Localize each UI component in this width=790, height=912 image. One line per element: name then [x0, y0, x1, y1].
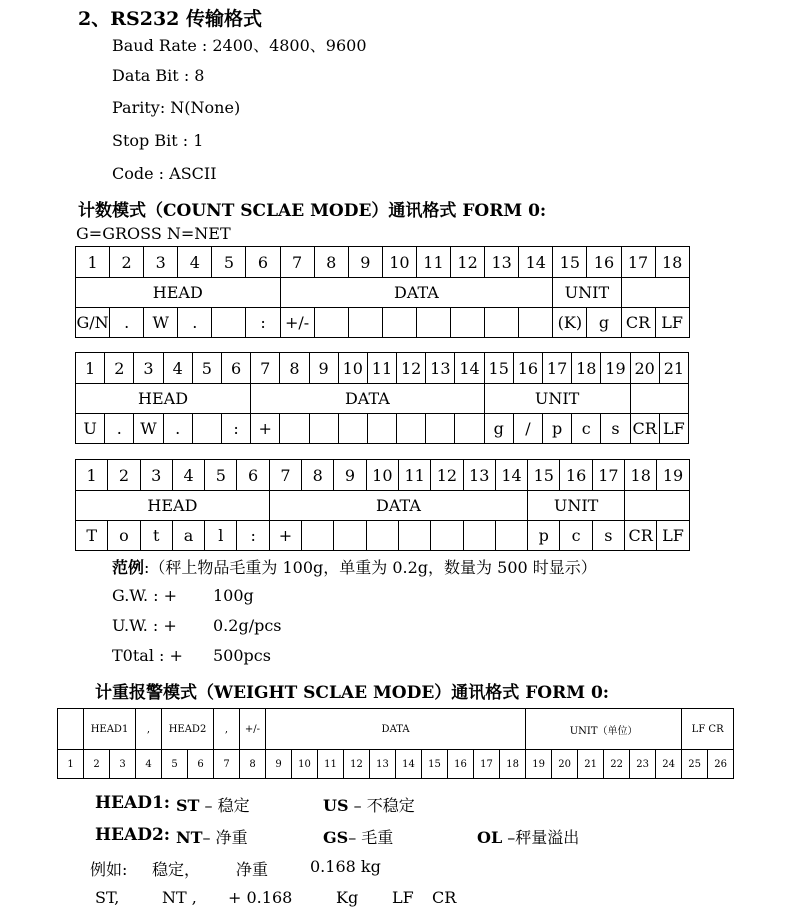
byte-index-cell: 13 [370, 750, 396, 779]
byte-char-cell: : [237, 521, 269, 551]
byte-index-cell: 3 [140, 460, 172, 491]
byte-index-cell: 26 [708, 750, 734, 779]
byte-char-cell: . [178, 308, 212, 338]
byte-char-cell [212, 308, 246, 338]
byte-char-cell: CR [625, 521, 657, 551]
empty-group [621, 278, 689, 308]
byte-index-cell: 12 [451, 247, 485, 278]
byte-index-cell: 4 [172, 460, 204, 491]
byte-char-cell: g [587, 308, 621, 338]
byte-index-cell: 3 [144, 247, 178, 278]
eg-number: + 0.168 [228, 888, 293, 907]
count-format-table-2 [75, 352, 689, 444]
byte-index-cell: 16 [587, 247, 621, 278]
byte-char-cell [367, 414, 396, 444]
byte-char-cell: T [76, 521, 108, 551]
eg-net: 净重 [236, 860, 269, 879]
weight-format-table [57, 708, 734, 779]
byte-char-cell: W [134, 414, 163, 444]
byte-index-cell: 11 [416, 247, 450, 278]
byte-char-cell [398, 521, 430, 551]
us-code: US [323, 796, 349, 815]
byte-char-cell [463, 521, 495, 551]
byte-index-cell: 1 [76, 247, 110, 278]
byte-index-cell: 5 [162, 750, 188, 779]
head2-ol [477, 825, 579, 848]
st-text: – 稳定 [199, 796, 250, 815]
byte-char-cell: + [269, 521, 301, 551]
byte-char-cell [192, 414, 221, 444]
byte-char-cell [426, 414, 455, 444]
st-code: ST [176, 796, 200, 815]
head-group: HEAD [76, 384, 251, 414]
byte-index-cell: 20 [630, 353, 659, 384]
byte-char-cell: s [592, 521, 624, 551]
count-mode-title: 计数模式（COUNT SCLAE MODE）通讯格式 FORM 0: [78, 201, 547, 221]
byte-index-cell: 24 [656, 750, 682, 779]
blank-cell [58, 709, 84, 750]
head1-group: HEAD1 [84, 709, 136, 750]
stop-bit: Stop Bit : 1 [112, 131, 204, 150]
head1-us [323, 793, 415, 816]
byte-char-cell [431, 521, 463, 551]
byte-index-cell: 4 [136, 750, 162, 779]
byte-char-cell: . [110, 308, 144, 338]
byte-char-cell: p [528, 521, 560, 551]
data-bit: Data Bit : 8 [112, 66, 205, 85]
byte-index-cell: 22 [604, 750, 630, 779]
byte-index-cell: 4 [163, 353, 192, 384]
byte-index-cell: 18 [625, 460, 657, 491]
byte-index-cell: 9 [266, 750, 292, 779]
count-format-table-1 [75, 246, 690, 338]
byte-char-cell [495, 521, 527, 551]
unit-group: UNIT（单位） [526, 709, 682, 750]
byte-char-cell: LF [659, 414, 688, 444]
example-gw-key: G.W. : + [112, 586, 177, 605]
example-total-key: T0tal : + [112, 646, 183, 665]
byte-char-cell: l [205, 521, 237, 551]
example-total-value: 500pcs [213, 646, 271, 665]
byte-char-cell [334, 521, 366, 551]
eg-nt: NT , [162, 888, 197, 907]
byte-char-cell [314, 308, 348, 338]
gs-text: – 毛重 [348, 828, 394, 847]
unit-group: UNIT [528, 491, 625, 521]
byte-index-cell: 2 [105, 353, 134, 384]
byte-char-cell [338, 414, 367, 444]
byte-char-cell [451, 308, 485, 338]
byte-index-cell: 8 [314, 247, 348, 278]
byte-index-cell: 15 [484, 353, 513, 384]
example-uw-key: U.W. : + [112, 616, 177, 635]
byte-index-cell: 6 [188, 750, 214, 779]
byte-index-cell: 9 [348, 247, 382, 278]
byte-index-cell: 14 [495, 460, 527, 491]
byte-index-cell: 1 [58, 750, 84, 779]
byte-index-cell: 5 [192, 353, 221, 384]
unit-group: UNIT [484, 384, 630, 414]
byte-char-cell [366, 521, 398, 551]
byte-index-cell: 4 [178, 247, 212, 278]
byte-char-cell [348, 308, 382, 338]
byte-index-cell: 13 [485, 247, 519, 278]
byte-char-cell: / [513, 414, 542, 444]
byte-char-cell: +/- [280, 308, 314, 338]
byte-index-cell: 7 [251, 353, 280, 384]
lfcr-group: LF CR [682, 709, 734, 750]
byte-char-cell: + [251, 414, 280, 444]
byte-index-cell: 15 [553, 247, 587, 278]
byte-index-cell: 10 [338, 353, 367, 384]
byte-index-cell: 15 [422, 750, 448, 779]
table-row-groups [58, 709, 734, 750]
head-group: HEAD [76, 278, 281, 308]
comma-cell-2: , [214, 709, 240, 750]
nt-text: – 净重 [202, 828, 248, 847]
byte-index-cell: 16 [448, 750, 474, 779]
baud-rate: Baud Rate : 2400、4800、9600 [112, 36, 367, 55]
byte-char-cell [455, 414, 484, 444]
byte-char-cell [309, 414, 338, 444]
byte-index-cell: 7 [280, 247, 314, 278]
empty-group [625, 491, 690, 521]
byte-char-cell: U [76, 414, 105, 444]
byte-char-cell: : [246, 308, 280, 338]
eg-kg: Kg [336, 888, 359, 907]
byte-index-cell: 1 [76, 460, 108, 491]
byte-char-cell [280, 414, 309, 444]
table-row-groups [76, 384, 689, 414]
head2-group: HEAD2 [162, 709, 214, 750]
example-text: :（秤上物品毛重为 100g，单重为 0.2g，数量为 500 时显示） [144, 558, 597, 577]
example-label: 范例 [112, 558, 145, 577]
unit-group: UNIT [553, 278, 621, 308]
nt-code: NT [176, 828, 203, 847]
byte-char-cell: a [172, 521, 204, 551]
sign-cell: +/- [240, 709, 266, 750]
byte-char-cell [397, 414, 426, 444]
byte-index-cell: 12 [397, 353, 426, 384]
byte-index-cell: 17 [474, 750, 500, 779]
count-format-table-3 [75, 459, 690, 551]
gs-code: GS [323, 828, 349, 847]
table-row-numbers [76, 353, 689, 384]
byte-index-cell: 17 [621, 247, 655, 278]
byte-char-cell [519, 308, 553, 338]
table-row-numbers [76, 460, 690, 491]
byte-index-cell: 19 [601, 353, 630, 384]
byte-index-cell: 15 [528, 460, 560, 491]
table-row-chars [76, 308, 690, 338]
byte-index-cell: 14 [519, 247, 553, 278]
byte-index-cell: 18 [500, 750, 526, 779]
byte-char-cell: p [543, 414, 572, 444]
example-note [112, 555, 597, 578]
byte-index-cell: 10 [292, 750, 318, 779]
table-row-groups [76, 491, 690, 521]
byte-index-cell: 16 [560, 460, 592, 491]
head2-gs [323, 825, 393, 848]
table-row-numbers [76, 247, 690, 278]
byte-index-cell: 21 [578, 750, 604, 779]
data-group: DATA [280, 278, 553, 308]
empty-group [630, 384, 688, 414]
byte-char-cell [485, 308, 519, 338]
comma-cell-1: , [136, 709, 162, 750]
head1-st [176, 793, 250, 816]
byte-char-cell: c [572, 414, 601, 444]
gross-net-legend: G=GROSS N=NET [76, 224, 231, 243]
byte-index-cell: 14 [455, 353, 484, 384]
byte-index-cell: 1 [76, 353, 105, 384]
byte-index-cell: 10 [382, 247, 416, 278]
byte-index-cell: 8 [280, 353, 309, 384]
byte-index-cell: 19 [657, 460, 689, 491]
byte-char-cell: G/N [76, 308, 110, 338]
data-group: DATA [251, 384, 485, 414]
table-row-numbers [58, 750, 734, 779]
byte-index-cell: 8 [240, 750, 266, 779]
byte-index-cell: 9 [334, 460, 366, 491]
byte-index-cell: 10 [366, 460, 398, 491]
byte-char-cell: W [144, 308, 178, 338]
byte-index-cell: 20 [552, 750, 578, 779]
byte-index-cell: 2 [84, 750, 110, 779]
byte-index-cell: 11 [367, 353, 396, 384]
byte-index-cell: 17 [543, 353, 572, 384]
byte-index-cell: 2 [108, 460, 140, 491]
byte-index-cell: 11 [398, 460, 430, 491]
byte-index-cell: 25 [682, 750, 708, 779]
table-row-chars [76, 414, 689, 444]
example-gw-value: 100g [213, 586, 254, 605]
head-group: HEAD [76, 491, 270, 521]
byte-index-cell: 19 [526, 750, 552, 779]
byte-char-cell: t [140, 521, 172, 551]
byte-index-cell: 12 [431, 460, 463, 491]
byte-index-cell: 16 [513, 353, 542, 384]
ol-text: –秤量溢出 [502, 828, 580, 847]
byte-index-cell: 3 [134, 353, 163, 384]
byte-index-cell: 6 [237, 460, 269, 491]
code: Code : ASCII [112, 164, 217, 183]
data-group: DATA [269, 491, 527, 521]
byte-char-cell: . [163, 414, 192, 444]
eg-cr: CR [432, 888, 457, 907]
byte-index-cell: 9 [309, 353, 338, 384]
weight-mode-title: 计重报警模式（WEIGHT SCLAE MODE）通讯格式 FORM 0: [95, 683, 610, 703]
byte-index-cell: 8 [302, 460, 334, 491]
eg-stable: 稳定， [152, 860, 201, 879]
example-uw-value: 0.2g/pcs [213, 616, 282, 635]
parity: Parity: N(None) [112, 98, 241, 117]
byte-char-cell: c [560, 521, 592, 551]
data-group: DATA [266, 709, 526, 750]
byte-char-cell: CR [621, 308, 655, 338]
byte-char-cell [302, 521, 334, 551]
byte-index-cell: 13 [463, 460, 495, 491]
byte-index-cell: 18 [655, 247, 689, 278]
byte-char-cell [416, 308, 450, 338]
eg-value: 0.168 kg [310, 857, 381, 876]
byte-char-cell: o [108, 521, 140, 551]
table-row-groups [76, 278, 690, 308]
byte-index-cell: 23 [630, 750, 656, 779]
eg-lf: LF [392, 888, 414, 907]
byte-index-cell: 17 [592, 460, 624, 491]
byte-index-cell: 18 [572, 353, 601, 384]
section-title: 2、RS232 传输格式 [78, 8, 263, 30]
byte-index-cell: 5 [212, 247, 246, 278]
byte-char-cell: LF [655, 308, 689, 338]
byte-char-cell: CR [630, 414, 659, 444]
byte-index-cell: 14 [396, 750, 422, 779]
byte-char-cell: s [601, 414, 630, 444]
byte-char-cell: (K) [553, 308, 587, 338]
byte-char-cell [382, 308, 416, 338]
byte-index-cell: 13 [426, 353, 455, 384]
byte-char-cell: g [484, 414, 513, 444]
eg-label: 例如: [90, 860, 128, 879]
eg-st: ST, [95, 888, 120, 907]
ol-code: OL [477, 828, 503, 847]
head2-nt [176, 825, 248, 848]
byte-index-cell: 7 [214, 750, 240, 779]
byte-index-cell: 2 [110, 247, 144, 278]
byte-char-cell: : [221, 414, 250, 444]
byte-index-cell: 6 [246, 247, 280, 278]
byte-index-cell: 11 [318, 750, 344, 779]
byte-index-cell: 7 [269, 460, 301, 491]
byte-index-cell: 5 [205, 460, 237, 491]
head2-def-label: HEAD2: [95, 825, 171, 845]
byte-index-cell: 12 [344, 750, 370, 779]
byte-index-cell: 6 [221, 353, 250, 384]
head1-def-label: HEAD1: [95, 793, 171, 813]
us-text: – 不稳定 [348, 796, 415, 815]
table-row-chars [76, 521, 690, 551]
byte-char-cell: . [105, 414, 134, 444]
byte-char-cell: LF [657, 521, 689, 551]
byte-index-cell: 3 [110, 750, 136, 779]
byte-index-cell: 21 [659, 353, 688, 384]
